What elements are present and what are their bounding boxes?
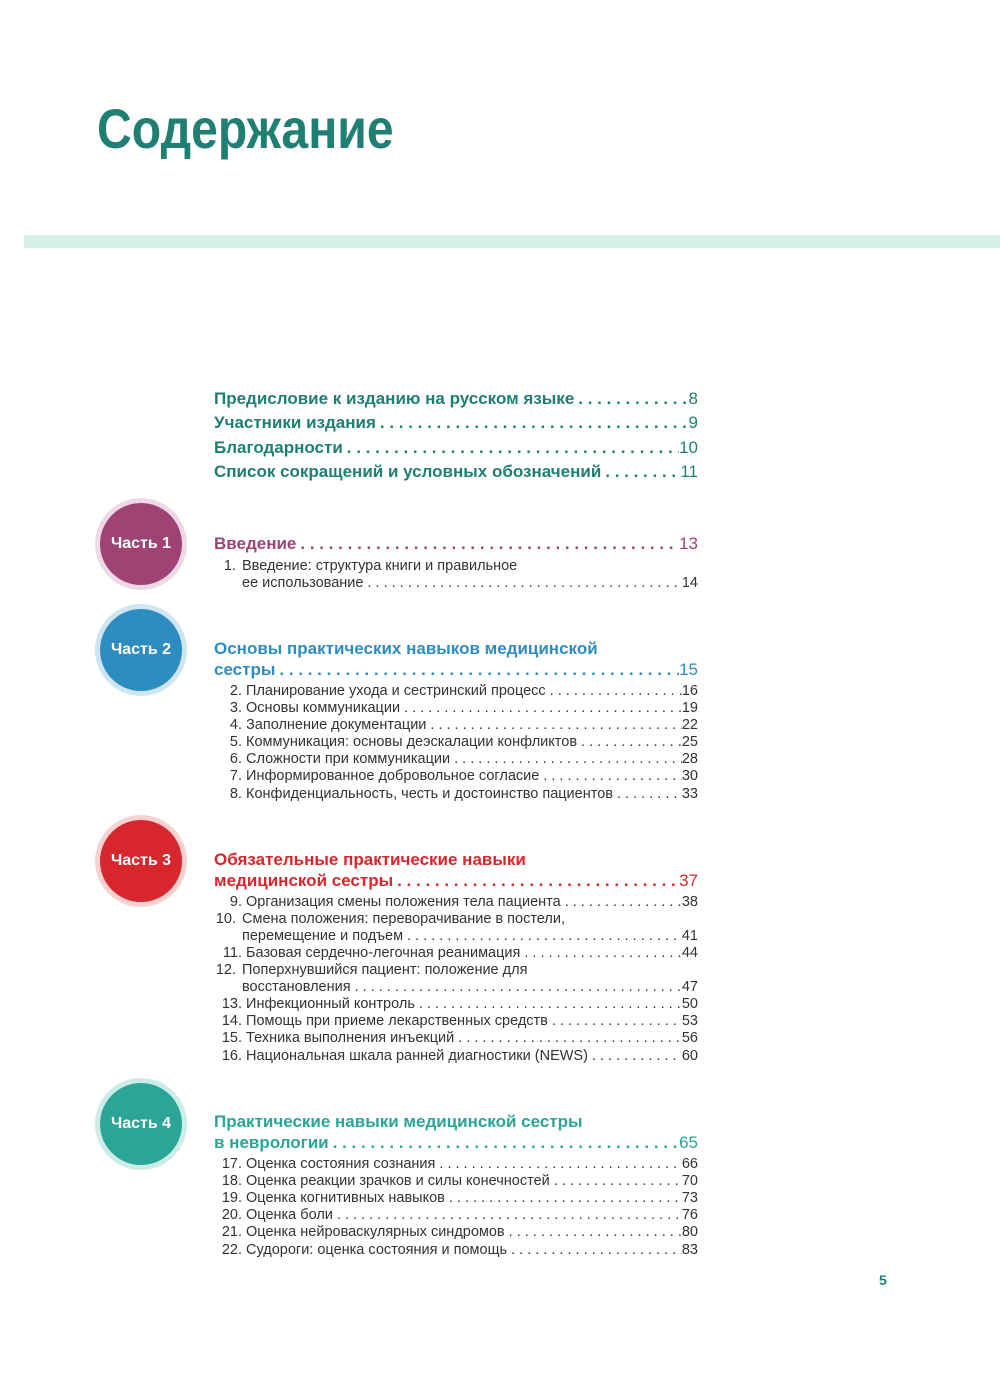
dot-leader <box>539 768 682 785</box>
dot-leader <box>415 996 682 1013</box>
chapter-number: 5. <box>229 734 242 750</box>
part-2-title-line[interactable]: Основы практических навыков медицинской <box>214 639 598 658</box>
dot-leader <box>613 786 682 803</box>
chapter-entry[interactable] <box>214 683 698 700</box>
chapter-page: 80 <box>681 1224 698 1240</box>
chapter-entry[interactable] <box>214 751 698 768</box>
chapter-title: Помощь при приеме лекарственных средств <box>246 1013 548 1029</box>
entry-page: 11 <box>680 462 698 481</box>
chapter-number: 13. <box>221 996 242 1012</box>
dot-leader <box>454 1030 682 1047</box>
dot-leader <box>343 437 679 459</box>
chapter-page: 47 <box>681 979 698 995</box>
dot-leader <box>588 1048 682 1065</box>
chapter-title: Инфекционный контроль <box>246 996 415 1012</box>
part-title-text: медицинской сестры <box>214 871 394 890</box>
chapter-number: 3. <box>229 700 242 716</box>
part-page: 13 <box>679 534 698 553</box>
chapter-entry[interactable] <box>242 979 698 996</box>
entry-page: 9 <box>688 413 698 432</box>
entry-title: Список сокращений и условных обозначений <box>214 462 602 481</box>
chapter-entry[interactable] <box>214 996 698 1013</box>
chapter-number: 10. <box>215 911 236 927</box>
dot-leader <box>363 575 681 592</box>
dot-leader <box>601 461 680 483</box>
chapter-entry[interactable] <box>214 1207 698 1224</box>
chapter-number: 17. <box>221 1156 242 1172</box>
chapter-title: Планирование ухода и сестринский процесс <box>246 683 546 699</box>
chapter-title: Судороги: оценка состояния и помощь <box>246 1242 508 1258</box>
dot-leader <box>445 1190 682 1207</box>
dot-leader <box>351 979 682 996</box>
dot-leader <box>577 734 682 751</box>
chapter-number: 21. <box>221 1224 242 1240</box>
chapter-page: 66 <box>681 1156 698 1172</box>
chapter-entry[interactable] <box>214 1173 698 1190</box>
chapter-page: 25 <box>681 734 698 750</box>
chapter-entry[interactable] <box>214 1030 698 1047</box>
dot-leader <box>505 1224 682 1241</box>
chapter-number: 12. <box>215 962 236 978</box>
chapter-page: 28 <box>681 751 698 767</box>
dot-leader <box>376 412 689 434</box>
chapter-number: 22. <box>221 1242 242 1258</box>
chapter-entry[interactable] <box>214 734 698 751</box>
chapter-number: 11. <box>222 945 242 961</box>
chapter-entry[interactable] <box>214 894 698 911</box>
chapter-title: Организация смены положения тела пациента <box>246 894 561 910</box>
part-3-badge: Часть 3 <box>100 820 182 902</box>
part-title-text: Введение <box>214 534 297 553</box>
chapter-page: 73 <box>681 1190 698 1206</box>
chapter-title-line: восстановления <box>242 979 351 995</box>
chapter-title: Оценка реакции зрачков и силы конечностей <box>246 1173 550 1189</box>
part-1-badge: Часть 1 <box>100 503 182 585</box>
chapter-page: 22 <box>681 717 698 733</box>
dot-leader <box>574 388 688 410</box>
chapter-number: 14. <box>221 1013 242 1029</box>
dot-leader <box>275 659 679 680</box>
chapter-title: Национальная шкала ранней диагностики (NEWS) <box>246 1048 588 1064</box>
chapter-entry[interactable] <box>214 1048 698 1065</box>
chapter-entry[interactable] <box>214 1190 698 1207</box>
chapter-entry[interactable] <box>242 575 698 592</box>
entry-page: 8 <box>688 389 698 408</box>
chapter-page: 41 <box>681 928 698 944</box>
chapter-entry[interactable] <box>214 717 698 734</box>
toc-entry[interactable] <box>214 388 698 410</box>
chapter-number: 8. <box>229 786 242 802</box>
dot-leader <box>333 1207 682 1224</box>
chapter-number: 1. <box>223 558 236 574</box>
part-1-title[interactable] <box>214 533 698 554</box>
chapter-title: Оценка нейроваскулярных синдромов <box>246 1224 505 1240</box>
chapter-page: 56 <box>681 1030 698 1046</box>
chapter-number: 4. <box>229 717 242 733</box>
chapter-page: 50 <box>681 996 698 1012</box>
part-4-title[interactable] <box>214 1132 698 1153</box>
chapter-page: 53 <box>681 1013 698 1029</box>
part-title-text: сестры <box>214 660 276 679</box>
part-page: 15 <box>679 660 698 679</box>
chapter-entry[interactable] <box>214 945 698 962</box>
chapter-title-line[interactable]: Введение: структура книги и правильное <box>242 558 518 574</box>
chapter-title: Информированное добровольное согласие <box>246 768 540 784</box>
dot-leader <box>435 1156 681 1173</box>
chapter-page: 19 <box>681 700 698 716</box>
entry-title: Участники издания <box>214 413 376 432</box>
entry-title: Предисловие к изданию на русском языке <box>214 389 575 408</box>
chapter-title: Оценка состояния сознания <box>246 1156 436 1172</box>
toc-entry[interactable] <box>214 437 698 459</box>
part-3-title[interactable] <box>214 870 698 891</box>
dot-leader <box>450 751 682 768</box>
dot-leader <box>400 700 682 717</box>
chapter-entry[interactable] <box>214 1156 698 1173</box>
page-title: Содержание <box>97 97 394 160</box>
dot-leader <box>546 683 682 700</box>
chapter-number: 16. <box>221 1048 242 1064</box>
part-3-title-line[interactable]: Обязательные практические навыки <box>214 850 526 869</box>
chapter-title: Конфиденциальность, честь и достоинство пациентов <box>246 786 613 802</box>
chapter-entry[interactable] <box>214 786 698 803</box>
chapter-title: Техника выполнения инъекций <box>246 1030 455 1046</box>
chapter-title: Оценка боли <box>246 1207 333 1223</box>
chapter-page: 33 <box>681 786 698 802</box>
page-number: 5 <box>879 1272 887 1288</box>
dot-leader <box>550 1173 682 1190</box>
part-2-badge: Часть 2 <box>100 609 182 691</box>
dot-leader <box>329 1132 679 1153</box>
chapter-number: 19. <box>221 1190 242 1206</box>
chapter-page: 38 <box>681 894 698 910</box>
chapter-page: 76 <box>681 1207 698 1223</box>
chapter-page: 14 <box>681 575 698 591</box>
chapter-number: 20. <box>221 1207 242 1223</box>
chapter-number: 9. <box>229 894 242 910</box>
chapter-number: 18. <box>221 1173 242 1189</box>
chapter-title: Оценка когнитивных навыков <box>246 1190 445 1206</box>
chapter-page: 44 <box>681 945 698 961</box>
part-2-title[interactable] <box>214 659 698 680</box>
chapter-entry[interactable] <box>214 1224 698 1241</box>
chapter-page: 30 <box>681 768 698 784</box>
chapter-entry[interactable] <box>214 1013 698 1030</box>
header-band <box>24 235 1000 248</box>
part-page: 37 <box>679 871 698 890</box>
part-title-text: в неврологии <box>214 1133 329 1152</box>
chapter-title-line: ее использование <box>242 575 364 591</box>
toc-entry[interactable] <box>214 412 698 434</box>
entry-page: 10 <box>679 438 698 457</box>
chapter-entry[interactable] <box>214 768 698 785</box>
chapter-title: Коммуникация: основы деэскалации конфликтов <box>246 734 578 750</box>
part-4-badge: Часть 4 <box>100 1083 182 1165</box>
dot-leader <box>507 1242 682 1259</box>
chapter-entry[interactable] <box>214 700 698 717</box>
dot-leader <box>548 1013 682 1030</box>
chapter-number: 6. <box>229 751 242 767</box>
chapter-title-line: перемещение и подъем <box>242 928 404 944</box>
chapter-page: 70 <box>681 1173 698 1189</box>
toc-entry[interactable] <box>214 461 698 483</box>
part-4-title-line[interactable]: Практические навыки медицинской сестры <box>214 1112 583 1131</box>
dot-leader <box>393 870 679 891</box>
chapter-title: Сложности при коммуникации <box>246 751 451 767</box>
chapter-title: Основы коммуникации <box>246 700 401 716</box>
chapter-title-line[interactable]: Смена положения: переворачивание в постели, <box>242 911 565 927</box>
chapter-page: 60 <box>681 1048 698 1064</box>
part-page: 65 <box>679 1133 698 1152</box>
chapter-title: Заполнение документации <box>246 717 427 733</box>
dot-leader <box>296 533 679 554</box>
entry-title: Благодарности <box>214 438 343 457</box>
chapter-page: 83 <box>681 1242 698 1258</box>
chapter-number: 7. <box>229 768 242 784</box>
dot-leader <box>561 894 682 911</box>
chapter-title-line[interactable]: Поперхнувшийся пациент: положение для <box>242 962 528 978</box>
chapter-entry[interactable] <box>242 928 698 945</box>
dot-leader <box>403 928 682 945</box>
chapter-entry[interactable] <box>214 1242 698 1259</box>
dot-leader <box>520 945 681 962</box>
chapter-page: 16 <box>681 683 698 699</box>
chapter-title: Базовая сердечно-легочная реанимация <box>246 945 521 961</box>
chapter-number: 15. <box>221 1030 242 1046</box>
chapter-number: 2. <box>229 683 242 699</box>
dot-leader <box>426 717 681 734</box>
